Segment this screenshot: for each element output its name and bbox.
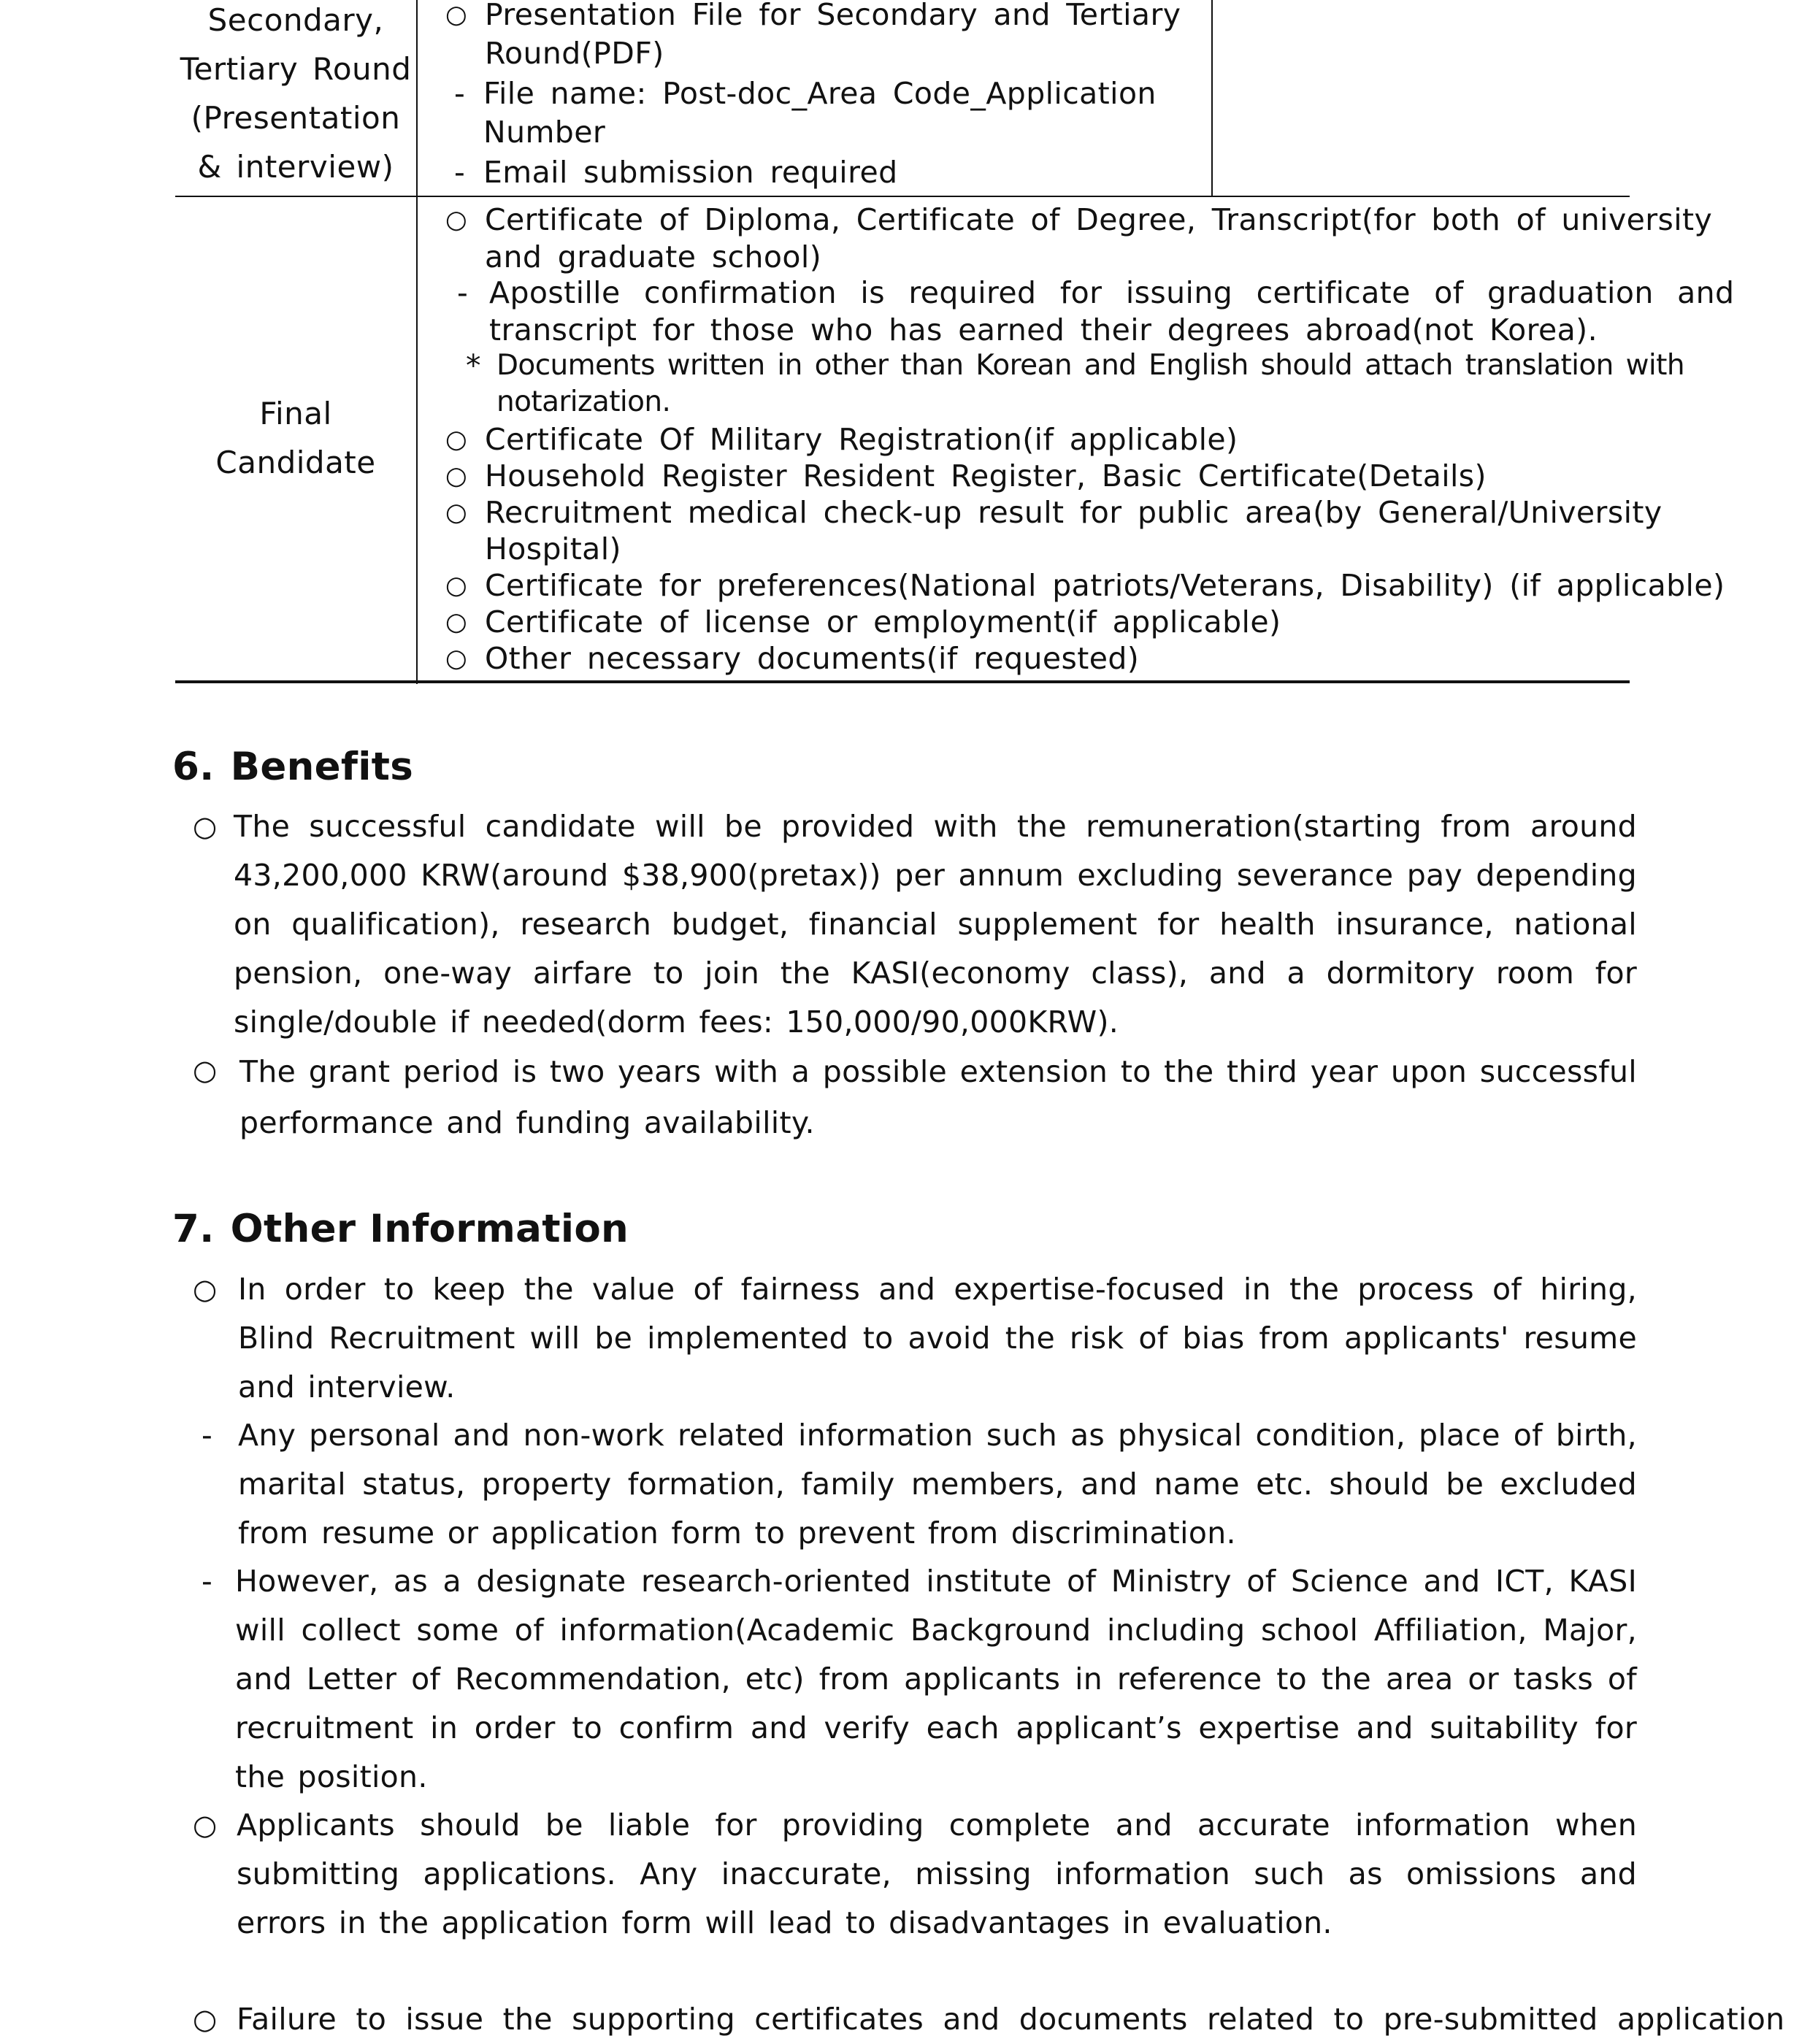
bullet-marker: ○ [445,461,467,491]
table-row-divider [175,196,1630,197]
table-partial-divider [1211,0,1213,196]
bullet-marker: ○ [193,2003,218,2035]
dash-marker: - [454,76,465,111]
table-cell-line: Household Register Resident Register, Basic Certificate(Details) [485,458,1487,493]
row-label-line: Tertiary Round [180,51,412,87]
table-cell-line: Recruitment medical check-up result for public area(by General/University [485,495,1663,530]
paragraph: In order to keep the value of fairness and expertise-focused in the process of hiring, Blind Recruitment will be implemented to avoid the risk of bias from applicants' resume and interview. [238,1272,1637,1405]
dash-marker: - [454,155,465,190]
bullet-marker: ○ [193,1054,218,1086]
bullet-marker: ○ [445,644,467,673]
dash-marker: - [202,1564,212,1599]
dash-marker: - [457,275,468,310]
bullet-marker: ○ [193,810,218,842]
table-cell-line: Number [483,115,606,150]
table-cell-line: Certificate Of Military Registration(if applicable) [485,422,1238,457]
table-cell-line: Certificate of Diploma, Certificate of Degree, Transcript(for both of university [485,202,1713,237]
bullet-marker: ○ [193,1273,218,1305]
table-cell-line: transcript for those who has earned their degrees abroad(not Korea). [489,312,1598,347]
table-cell-note: Documents written in other than Korean and English should attach translation with [496,349,1684,382]
bullet-marker: ○ [445,0,467,29]
documents-table [175,0,1735,684]
section-heading [172,742,413,793]
bullet-marker: ○ [445,571,467,600]
paragraph: Failure to issue the supporting certificates and documents related to pre-submitted application [237,2002,1785,2037]
bullet-marker: ○ [445,607,467,637]
table-cell-line: Certificate for preferences(National patriots/Veterans, Disability) (if applicable) [485,568,1725,603]
bullet-marker: ○ [193,1809,218,1841]
section-number: 7. [172,1207,215,1251]
table-cell-line: File name: Post-doc_Area Code_Application [483,76,1157,111]
section-title: Other Information [230,1207,629,1251]
section-title: Benefits [230,745,414,789]
bullet-marker: ○ [445,205,467,234]
table-cell-line: Presentation File for Secondary and Tertiary [485,0,1181,32]
asterisk-marker: * [466,348,481,383]
bullet-marker: ○ [445,425,467,454]
table-cell-line: Round(PDF) [485,36,664,71]
row-label-line: (Presentation [191,100,401,136]
row-label-line: Secondary, [207,2,384,38]
table-bottom-border [175,680,1630,683]
row-label-line: Final [259,396,332,431]
dash-marker: - [202,1418,212,1453]
paragraph: Applicants should be liable for providing complete and accurate information when submitting applications. Any inaccurate, missing information such as omissions and errors in the application form will lead to disadvantages in evaluation. [237,1807,1637,1940]
section-heading [172,1204,629,1255]
table-cell-line: Email submission required [483,155,898,190]
paragraph: However, as a designate research-oriented institute of Ministry of Science and ICT, KASI will collect some of information(Academic Background including school Affiliation, Major, and Letter of Recommendation, etc) from applicants in reference to the area or tasks of recruitment in order to confirm and verify each applicant’s expertise and suitability for the position. [235,1564,1637,1794]
table-cell-line: Apostille confirmation is required for issuing certificate of graduation and [489,275,1735,310]
table-cell-line: Certificate of license or employment(if applicable) [485,604,1281,639]
paragraph: The successful candidate will be provided with the remuneration(starting from around 43,200,000 KRW(around $38,900(pretax)) per annum excluding severance pay depending on qualification), research budget, financial supplement for health insurance, national pension, one-way airfare to join the KASI(economy class), and a dormitory room for single/double if needed(dorm fees: 150,000/90,000KRW). [234,809,1637,1040]
bullet-marker: ○ [445,498,467,527]
table-cell-line: Hospital) [485,531,621,566]
table-cell-note: notarization. [496,385,671,418]
table-column-divider [416,0,418,684]
paragraph: Any personal and non-work related information such as physical condition, place of birth, marital status, property formation, family members, and name etc. should be excluded from resume or application form to prevent from discrimination. [238,1418,1637,1551]
table-cell-line: Other necessary documents(if requested) [485,641,1140,676]
row-label-line: Candidate [215,445,376,480]
row-label-line: & interview) [197,149,394,185]
table-cell-line: and graduate school) [485,239,822,274]
section-number: 6. [172,745,215,789]
paragraph: The grant period is two years with a possible extension to the third year upon successful performance and funding availability. [239,1054,1637,1140]
